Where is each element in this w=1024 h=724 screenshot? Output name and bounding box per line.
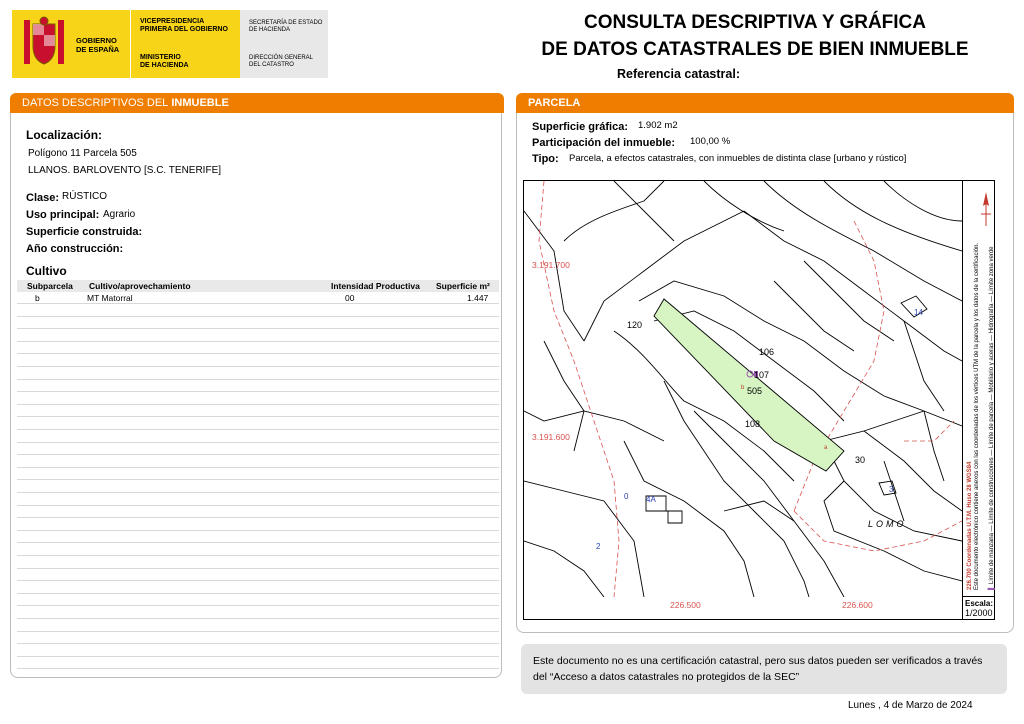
table-gridline bbox=[17, 517, 499, 518]
gov-name: GOBIERNO DE ESPAÑA bbox=[76, 36, 120, 54]
legend-hidrografia: Hidrografía bbox=[989, 303, 995, 334]
label-108: 108 bbox=[745, 419, 761, 429]
tipo-label: Tipo: bbox=[532, 153, 559, 165]
table-gridline bbox=[17, 568, 499, 569]
cell-cultivo: MT Matorral bbox=[87, 293, 133, 303]
table-gridline bbox=[17, 668, 499, 669]
table-gridline bbox=[17, 492, 499, 493]
label-sub-b: b bbox=[741, 385, 745, 391]
legend-limite-construcciones: Límite de construcciones bbox=[989, 457, 995, 524]
table-gridline bbox=[17, 555, 499, 556]
table-gridline bbox=[17, 366, 499, 367]
table-gridline bbox=[17, 353, 499, 354]
cultivo-label: Cultivo bbox=[26, 264, 67, 278]
superficie-grafica-value: 1.902 m2 bbox=[638, 120, 678, 131]
direccion-name: DIRECCIÓN GENERAL DEL CATASTRO bbox=[249, 55, 314, 68]
legend-coords: 226.700 Coordenadas U.T.M. Huso 28 WGS84 bbox=[967, 461, 973, 590]
vice-name: VICEPRESIDENCIA PRIMERA DEL GOBIERNO bbox=[140, 18, 228, 33]
uso-value: Agrario bbox=[103, 209, 136, 220]
col-cultivo: Cultivo/aprovechamiento bbox=[89, 281, 191, 291]
table-gridline bbox=[17, 605, 499, 606]
table-gridline bbox=[17, 643, 499, 644]
table-gridline bbox=[17, 454, 499, 455]
label-lomo: LOMO bbox=[868, 519, 907, 529]
table-gridline bbox=[17, 442, 499, 443]
localizacion-label: Localización: bbox=[26, 128, 103, 142]
superficie-construida-label: Superficie construida: bbox=[26, 226, 143, 238]
legend-limite-manzana: Límite de manzana bbox=[989, 533, 995, 585]
ref-catastral-label: Referencia catastral: bbox=[617, 67, 740, 81]
map-scale bbox=[962, 596, 995, 620]
cultivo-table-header bbox=[17, 280, 499, 292]
table-gridline bbox=[17, 404, 499, 405]
table-gridline bbox=[17, 429, 499, 430]
table-gridline bbox=[17, 593, 499, 594]
cadastral-map bbox=[523, 180, 995, 620]
anio-construccion-label: Año construcción: bbox=[26, 243, 124, 255]
cell-intensidad: 00 bbox=[345, 293, 355, 303]
label-sub-a: a bbox=[824, 445, 828, 451]
label-120: 120 bbox=[627, 320, 643, 330]
page-title-line1: CONSULTA DESCRIPTIVA Y GRÁFICA bbox=[583, 12, 927, 33]
uso-label: Uso principal: bbox=[26, 209, 100, 221]
col-subparcela: Subparcela bbox=[27, 281, 73, 291]
legend-note: Este documento electrónico contiene anexos con las coordenadas de los vértices UTM de la parcela y los datos de la certificación. bbox=[974, 242, 980, 590]
localizacion-line2: LLANOS. BARLOVENTO [S.C. TENERIFE] bbox=[28, 165, 222, 176]
legend-zona-verde: Límite zona verde bbox=[989, 246, 995, 295]
map-y-top: 3.191.700 bbox=[532, 260, 570, 270]
ministry-name: MINISTERIO DE HACIENDA bbox=[140, 54, 189, 69]
map-x-right: 226.600 bbox=[842, 600, 873, 610]
left-panel bbox=[10, 93, 502, 678]
table-gridline bbox=[17, 631, 499, 632]
clase-label: Clase: bbox=[26, 192, 60, 204]
map-y-bottom: 3.191.600 bbox=[532, 432, 570, 442]
tipo-value: Parcela, a efectos catastrales, con inmuebles de distinta clase [urbano y rústico] bbox=[569, 153, 907, 164]
legend-mobiliario: Mobiliario y aceras bbox=[989, 342, 995, 393]
label-14: 14 bbox=[914, 308, 923, 317]
cell-subparcela: b bbox=[35, 293, 40, 303]
table-gridline bbox=[17, 618, 499, 619]
superficie-grafica-label: Superficie gráfica: bbox=[532, 121, 628, 133]
document-date: Lunes , 4 de Marzo de 2024 bbox=[848, 700, 973, 711]
verification-note: Este documento no es una certificación catastral, pero sus datos pueden ser verificados a través del “Acceso a datos catastrales no protegidos de la SEC” bbox=[521, 644, 1007, 694]
table-gridline bbox=[17, 391, 499, 392]
left-panel-header: DATOS DESCRIPTIVOS DEL INMUEBLE bbox=[10, 93, 504, 113]
participacion-value: 100,00 % bbox=[690, 136, 731, 147]
subject-parcel bbox=[654, 299, 844, 471]
table-gridline bbox=[17, 505, 499, 506]
table-gridline bbox=[17, 316, 499, 317]
coat-of-arms-icon bbox=[22, 16, 66, 70]
table-gridline bbox=[17, 416, 499, 417]
right-panel-header: PARCELA bbox=[516, 93, 1014, 113]
table-gridline bbox=[17, 656, 499, 657]
table-gridline bbox=[17, 328, 499, 329]
clase-value: RÚSTICO bbox=[62, 191, 107, 202]
label-106: 106 bbox=[759, 347, 775, 357]
table-gridline bbox=[17, 379, 499, 380]
scale-value: 1/2000 bbox=[965, 608, 993, 618]
label-3: 3 bbox=[889, 485, 894, 494]
label-30: 30 bbox=[855, 455, 866, 465]
label-505: 505 bbox=[747, 386, 763, 396]
table-gridline bbox=[17, 479, 499, 480]
localizacion-line1: Polígono 11 Parcela 505 bbox=[28, 148, 137, 159]
label-4a: 4A bbox=[646, 495, 656, 504]
label-107: 107 bbox=[754, 370, 770, 380]
table-gridline bbox=[17, 467, 499, 468]
col-superficie: Superficie m² bbox=[436, 281, 490, 291]
map-x-left: 226.500 bbox=[670, 600, 701, 610]
label-2: 2 bbox=[596, 542, 601, 551]
scale-label: Escala: bbox=[965, 599, 994, 608]
secretaria-name: SECRETARÍA DE ESTADO DE HACIENDA bbox=[249, 20, 323, 33]
map-legend: 226.700 Coordenadas U.T.M. Huso 28 WGS84 Este documento electrónico contiene anexos con las coordenadas de los vértices UTM de la parcela y los datos de la certificación. ▌ Límite de manzana — Límite de construcciones — Límite de parcela — Mobiliario y aceras — Hidrografía — Límite zona verde bbox=[962, 180, 995, 596]
table-row bbox=[17, 292, 499, 302]
col-intensidad: Intensidad Productiva bbox=[331, 281, 420, 291]
table-gridline bbox=[17, 542, 499, 543]
legend-limite-parcela: Límite de parcela bbox=[989, 401, 995, 448]
label-0: 0 bbox=[624, 492, 629, 501]
table-gridline bbox=[17, 530, 499, 531]
table-gridline bbox=[17, 580, 499, 581]
cell-superficie: 1.447 bbox=[467, 293, 489, 303]
north-arrow-icon bbox=[979, 192, 993, 226]
participacion-label: Participación del inmueble: bbox=[532, 137, 676, 149]
table-gridline bbox=[17, 341, 499, 342]
page-title-line2: DE DATOS CATASTRALES DE BIEN INMUEBLE bbox=[541, 39, 969, 60]
table-gridline bbox=[17, 303, 499, 304]
